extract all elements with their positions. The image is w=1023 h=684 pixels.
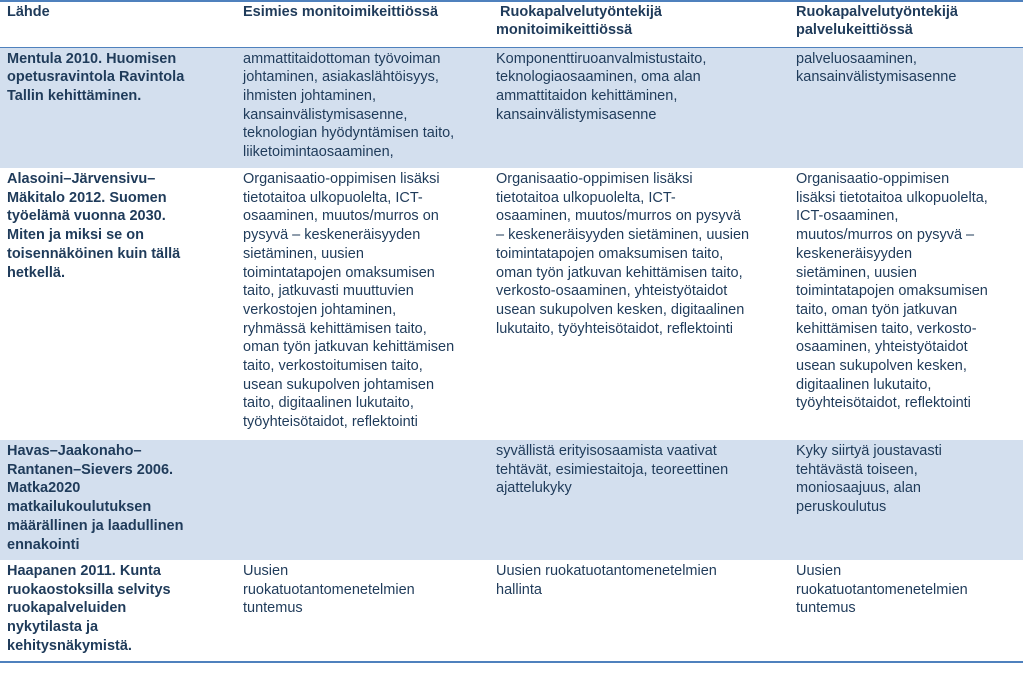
cell-text-line: muutos/murros on pysyvä – xyxy=(796,227,975,244)
cell-text-line: taito, jatkuvasti muuttuvien xyxy=(243,283,414,300)
cell-text-line: Matka2020 xyxy=(7,480,81,497)
cell-text-line: Kyky siirtyä joustavasti xyxy=(796,443,942,459)
cell-text-line: Alasoini–Järvensivu– xyxy=(7,171,156,187)
header-row xyxy=(0,1,1023,47)
cell-text-line: toimintatapojen omaksumisen taito, xyxy=(496,245,724,262)
cell-text-line: opetusravintola Ravintola xyxy=(7,69,185,86)
cell-text-line: nykytilasta ja xyxy=(7,619,99,636)
cell-text-line: Uusien xyxy=(243,563,289,579)
cell-text-line: Haapanen 2011. Kunta xyxy=(7,563,161,579)
cell-text-line: ICT-osaaminen, xyxy=(796,208,899,225)
supervisor-cell xyxy=(236,440,489,560)
cell-text-line: ammattitaidon kehittäminen, xyxy=(496,87,678,104)
supervisor-cell xyxy=(236,560,489,662)
table-row xyxy=(0,560,1023,662)
cell-text-line: taito, digitaalinen lukutaito, xyxy=(243,395,414,412)
worker-multi-cell xyxy=(489,168,789,440)
source-cell xyxy=(0,560,236,662)
cell-text-line: usean sukupolven kesken, digitaalinen xyxy=(496,301,745,318)
cell-text-line: kansainvälistymisasenne xyxy=(496,106,657,123)
worker-multi-cell xyxy=(489,560,789,662)
cell-text-line: tuntemus xyxy=(796,600,856,617)
header-source: Lähde xyxy=(0,1,236,47)
cell-text-line: taito, verkostoitumisen taito, xyxy=(243,358,423,375)
cell-text-line: moniosaajuus, alan xyxy=(796,480,921,497)
worker-multi-cell xyxy=(489,47,789,168)
cell-text-line: usean sukupolven kesken, xyxy=(796,358,967,375)
cell-text-line: johtaminen, asiakaslähtöisyys, xyxy=(243,69,439,86)
header-worker-multi-kitchen: Ruokapalvelutyöntekijä monitoimikeittiössä xyxy=(489,1,789,47)
cell-text-line: Organisaatio-oppimisen lisäksi xyxy=(243,171,440,187)
cell-text-line: toisennäköinen kuin tällä xyxy=(7,245,181,262)
cell-text-line: ennakointi xyxy=(7,536,80,553)
table-row xyxy=(0,440,1023,560)
cell-text-line: taito, oman työn jatkuvan xyxy=(796,301,958,318)
cell-text-line: toimintatapojen omaksumisen xyxy=(796,283,988,300)
table-row xyxy=(0,168,1023,440)
cell-text-line: määrällinen ja laadullinen xyxy=(7,517,184,534)
cell-text-line: Tallin kehittäminen. xyxy=(7,87,142,104)
cell-text-line: sietäminen, uusien xyxy=(796,264,917,281)
cell-text-line: matkailukoulutuksen xyxy=(7,499,152,516)
cell-text-line: ruokapalveluiden xyxy=(7,600,127,617)
cell-text-line: osaaminen, yhteistyötaidot xyxy=(796,339,968,356)
cell-text-line: ajattelukyky xyxy=(496,480,572,497)
cell-text-line: liiketoimintaosaaminen, xyxy=(243,144,394,161)
cell-text-line: tehtävät, esimiestaitoja, teoreettinen xyxy=(496,461,729,478)
cell-text-line: Uusien xyxy=(796,563,842,579)
cell-text-line: tuntemus xyxy=(243,600,303,617)
source-cell xyxy=(0,168,236,440)
cell-text-line: digitaalinen lukutaito, xyxy=(796,376,932,393)
cell-text-line: Mentula 2010. Huomisen xyxy=(7,50,177,67)
cell-text-line: lukutaito, työyhteisötaidot, reflektointi xyxy=(496,320,733,337)
worker-multi-cell xyxy=(489,440,789,560)
cell-text-line: – keskeneräisyyden sietäminen, uusien xyxy=(496,227,750,244)
cell-text-line: oman työn jatkuvan kehittämisen xyxy=(243,339,455,356)
cell-text-line: syvällistä erityisosaamista vaativat xyxy=(496,443,717,459)
worker-service-cell xyxy=(789,560,1023,662)
worker-service-cell xyxy=(789,47,1023,168)
cell-text-line: hallinta xyxy=(496,581,542,598)
cell-text-line: palveluosaaminen, xyxy=(796,50,917,67)
cell-text-line: Mäkitalo 2012. Suomen xyxy=(7,189,167,206)
cell-text-line: Uusien ruokatuotantomenetelmien xyxy=(496,563,717,579)
cell-text-line: tietotaitoa ulkopuolelta, ICT- xyxy=(243,189,423,206)
cell-text-line: sietäminen, uusien xyxy=(243,245,364,262)
cell-text-line: oman työn jatkuvan kehittämisen taito, xyxy=(496,264,743,281)
cell-text-line: Organisaatio-oppimisen lisäksi xyxy=(496,171,693,187)
cell-text-line: ruokatuotantomenetelmien xyxy=(796,581,968,598)
cell-text-line: ruokaostoksilla selvitys xyxy=(7,581,171,598)
worker-service-cell xyxy=(789,168,1023,440)
cell-text-line: keskeneräisyyden xyxy=(796,245,913,262)
cell-text-line: kansainvälistymisasenne xyxy=(796,69,957,86)
cell-text-line: teknologiaosaaminen, oma alan xyxy=(496,69,701,86)
cell-text-line: ammattitaidottoman työvoiman xyxy=(243,50,441,67)
worker-service-cell xyxy=(789,440,1023,560)
cell-text-line: Organisaatio-oppimisen xyxy=(796,171,950,187)
cell-text-line: ryhmässä kehittämisen taito, xyxy=(243,320,427,337)
cell-text-line: osaaminen, muutos/murros on pysyvä xyxy=(496,208,741,225)
header-worker-service-kitchen: Ruokapalvelutyöntekijä palvelukeittiössä xyxy=(789,1,1023,47)
supervisor-cell xyxy=(236,47,489,168)
cell-text-line: hetkellä. xyxy=(7,264,66,281)
cell-text-line: osaaminen, muutos/murros on xyxy=(243,208,439,225)
cell-text-line: Havas–Jaakonaho– xyxy=(7,443,142,459)
cell-text-line: kansainvälistymisasenne, xyxy=(243,106,408,123)
source-cell xyxy=(0,47,236,168)
header-supervisor: Esimies monitoimikeittiössä xyxy=(236,1,489,47)
cell-text-line: lisäksi tietotaitoa ulkopuolelta, xyxy=(796,189,988,206)
cell-text-line: usean sukupolven johtamisen xyxy=(243,376,435,393)
cell-text-line: työyhteisötaidot, reflektointi xyxy=(796,395,971,412)
cell-text-line: pysyvä – keskeneräisyyden xyxy=(243,227,421,244)
cell-text-line: kehitysnäkymistä. xyxy=(7,637,132,654)
cell-text-line: toimintatapojen omaksumisen xyxy=(243,264,435,281)
supervisor-cell xyxy=(236,168,489,440)
cell-text-line: verkostojen johtaminen, xyxy=(243,301,397,318)
cell-text-line: Rantanen–Sievers 2006. xyxy=(7,461,174,478)
cell-text-line: työyhteisötaidot, reflektointi xyxy=(243,414,418,431)
cell-text-line: tietotaitoa ulkopuolelta, ICT- xyxy=(496,189,676,206)
source-cell xyxy=(0,440,236,560)
cell-text-line: Komponenttiruoanvalmistustaito, xyxy=(496,50,707,67)
table-row xyxy=(0,47,1023,168)
cell-text-line: teknologian hyödyntämisen taito, xyxy=(243,125,455,142)
cell-text-line: Miten ja miksi se on xyxy=(7,227,144,244)
cell-text-line: ruokatuotantomenetelmien xyxy=(243,581,415,598)
cell-text-line: verkosto-osaaminen, yhteistyötaidot xyxy=(496,283,728,300)
cell-text-line: tehtävästä toiseen, xyxy=(796,461,918,478)
cell-text-line: työelämä vuonna 2030. xyxy=(7,208,166,225)
cell-text-line: ihmisten johtaminen, xyxy=(243,87,376,104)
cell-text-line: peruskoulutus xyxy=(796,499,887,516)
cell-text-line: kehittämisen taito, verkosto- xyxy=(796,320,977,337)
